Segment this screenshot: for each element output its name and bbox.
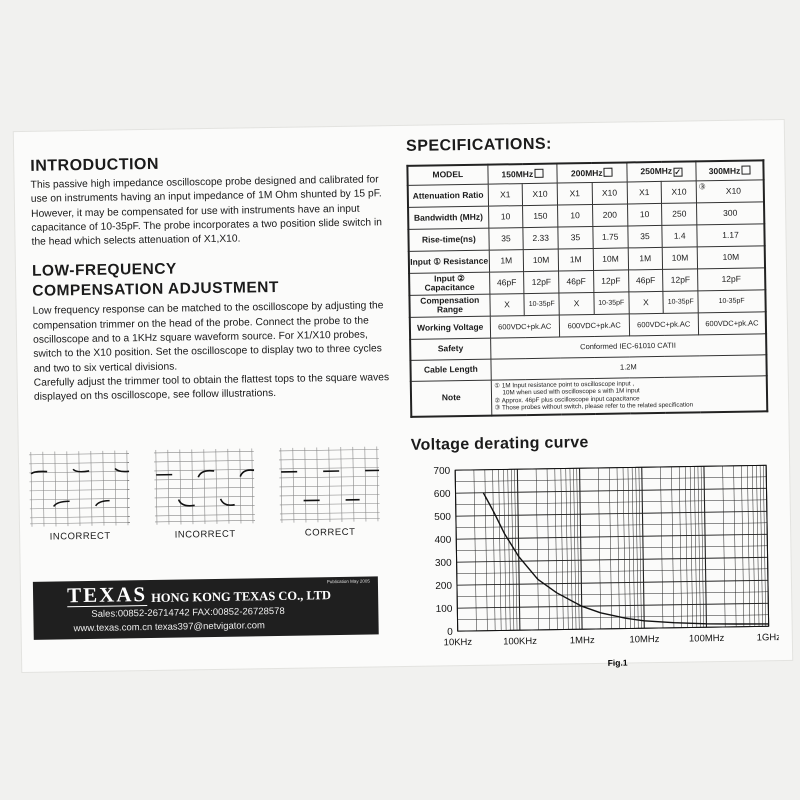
capacitance-row: Input ② Capacitance 46pF 12pF 46pF 12pF 46pF 12pF 12pF [409,267,765,295]
h-gridline [456,534,767,539]
web-email: www.texas.com.cn texas397@netvigator.com [73,620,265,635]
model-label: MODEL [407,165,487,185]
waveform-label-3: CORRECT [304,526,356,539]
specifications-heading: SPECIFICATIONS: [405,135,553,155]
company-name: HONG KONG TEXAS CO., LTD [151,588,332,605]
safety-row: Safety Conformed IEC-61010 CATII [410,333,766,360]
intro-text: This passive high impedance oscilloscope probe designed and calibrated for use on instruments having an input impedance of 1M Ohm shunted by 15 pF. However, it may be compensated for use with instruments have an input capacitance of 10-35pF. The probe incorporates a two position slide switch in the head which selects attenuation of X1,X10. [30,174,383,249]
h-gridline [455,477,766,482]
y-tick-label: 0 [447,626,453,638]
attenuation-300: ③ X10 [696,179,764,202]
model-200: 200MHz [557,162,627,182]
spec-sheet [14,120,792,672]
h-gridline [456,546,767,551]
model-300: 300MHz [696,160,764,180]
bandwidth-row: Bandwidth (MHz) 10 150 10 200 10 250 300 [408,201,764,229]
y-tick-label: 600 [433,488,451,501]
compensation-row: Compensation Range X 10-35pF X 10-35pF X 10-35pF 10-35pF [409,289,765,317]
waveform-label-2: INCORRECT [174,528,236,541]
h-gridline [457,557,768,562]
x-tick-label: 1GHz [756,632,780,644]
h-gridline [457,580,768,585]
waveform-incorrect-1 [29,450,130,527]
h-gridline [456,511,767,516]
checkbox-150-icon [534,169,543,178]
x-tick-label: 1MHz [569,635,595,647]
attenuation-row: Attenuation Ratio X1 X10 X1 X10 X1 X10 ③ X10 [408,179,764,207]
brand-logo: TEXAS [66,582,148,608]
h-gridline [457,592,768,597]
spec-table [406,159,768,418]
checkbox-300-icon [741,165,750,174]
derating-chart-svg [411,455,779,671]
y-tick-label: 500 [434,511,451,524]
derating-chart [411,455,779,676]
x-tick-label: 100KHz [503,635,538,648]
y-tick-label: 700 [433,465,451,478]
publication-date: Publication May 2005 [326,578,370,585]
checkbox-250-checked-icon: ✓ [674,167,682,177]
y-tick-label: 100 [435,603,453,616]
right-column [406,132,779,676]
waveform-label-1: INCORRECT [49,530,111,543]
y-tick-label: 200 [435,580,453,593]
h-gridline [457,569,768,574]
model-250: 250MHz ✓ [626,161,696,181]
intro-heading: INTRODUCTION [30,155,160,175]
h-gridline [456,500,767,505]
risetime-row: Rise-time(ns) 35 2.33 35 1.75 35 1.4 1.17 [408,223,764,251]
note-row: Note ① 1M Input resistance point to oscilloscope input , 10M when used with oscilloscope s with 1M input ② Approx. 46pF plus oscilloscope input capacitance ③ Those probes without switch, please refer to the related specification [411,375,768,417]
lowfreq-text-2: Carefully adjust the trimmer tool to obtain the flattest tops to the square waves displayed on ths oscilloscope, see follow illustrations. [33,372,390,404]
lowfreq-heading [32,257,398,303]
waveform-incorrect-2 [154,448,255,525]
lowfreq-text: Low frequency response can be matched to the oscilloscope by adjusting the compensation trimmer on the head of the probe. Connect the probe to the oscilloscope and to a 1KHz square waveform source. For X1/X10 probes, switch to the X10 position. Set the oscilloscope to display two to three cycles and two to six vertical divisions. [32,300,384,375]
note-text: ① 1M Input resistance point to oscilloscope input , 10M when used with oscilloscope s with 1M input ② Approx. 46pF plus oscilloscope input capacitance ③ Those probes without switch, please refer to the related specification [491,375,767,415]
model-150: 150MHz [487,164,557,184]
cable-row: Cable Length 1.2M [410,354,766,381]
lowfreq-heading-line2: COMPENSATION ADJUSTMENT [32,279,280,301]
checkbox-200-icon [604,167,613,176]
figure-label: Fig.1 [607,657,628,668]
sales-fax: Sales:00852-26714742 FAX:00852-26728578 [91,605,285,620]
h-gridline [457,603,768,608]
h-gridline [456,488,767,493]
resistance-row: Input ① Resistance 1M 10M 1M 10M 1M 10M 10M [409,245,765,273]
left-column [30,152,399,405]
company-banner [33,576,379,639]
waveform-correct [279,446,380,523]
derating-heading: Voltage derating curve [410,434,589,454]
voltage-row: Working Voltage 600VDC+pk.AC 600VDC+pk.AC 600VDC+pk.AC 600VDC+pk.AC [410,311,766,339]
x-tick-label: 100MHz [688,632,725,645]
y-tick-label: 300 [434,557,452,570]
h-gridline [456,523,767,528]
x-tick-label: 10KHz [443,636,473,649]
lowfreq-heading-line1: LOW-FREQUENCY [31,261,177,281]
x-tick-label: 10MHz [629,634,660,646]
y-tick-label: 400 [434,534,452,547]
waveform-illustrations [29,446,386,562]
